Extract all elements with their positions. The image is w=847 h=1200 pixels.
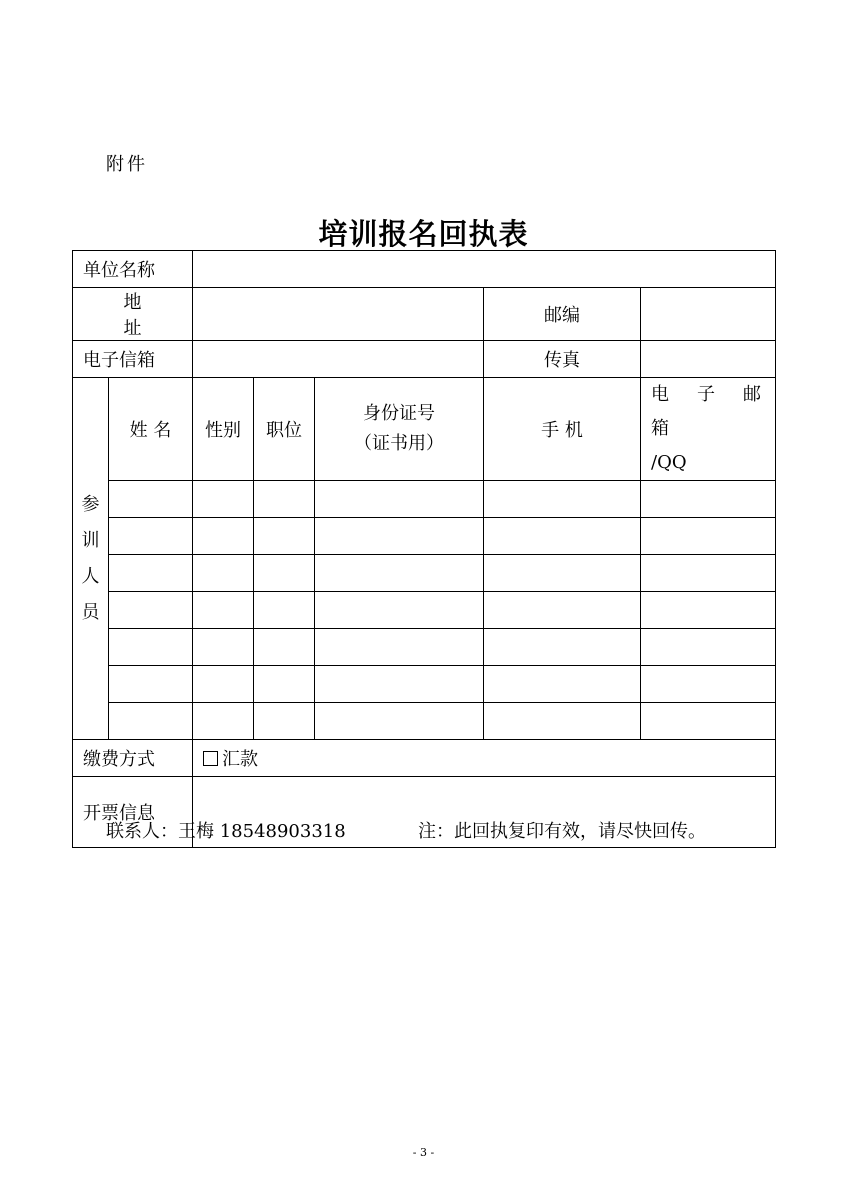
header-email-qq [641,378,776,481]
cell[interactable] [109,555,193,592]
remittance-option-label: 汇款 [222,749,258,770]
trainee-group-char: 训 [81,529,100,551]
address-field[interactable] [193,288,484,341]
trainee-row [73,703,776,740]
trainee-row [73,666,776,703]
header-id-number [315,378,484,481]
cell[interactable] [193,592,254,629]
registration-form-table [72,250,776,848]
email-box-field[interactable] [193,341,484,378]
cell[interactable] [193,703,254,740]
header-email-qq-line2: /QQ [651,452,687,473]
cell[interactable] [641,481,776,518]
trainee-row [73,518,776,555]
trainee-row [73,555,776,592]
cell[interactable] [254,666,315,703]
invoice-label: 开票信息 [73,777,193,848]
cell[interactable] [315,666,484,703]
cell[interactable] [315,481,484,518]
cell[interactable] [193,555,254,592]
address-row [73,288,776,341]
unit-name-label: 单位名称 [73,251,193,288]
cell[interactable] [315,518,484,555]
cell[interactable] [641,518,776,555]
fax-label: 传真 [484,341,641,378]
cell[interactable] [641,592,776,629]
trainee-group-label [73,378,109,740]
header-mobile: 手 机 [484,378,641,481]
trainee-group-char: 参 [81,493,100,515]
cell[interactable] [109,629,193,666]
cell[interactable] [641,629,776,666]
header-position: 职位 [254,378,315,481]
copy-note: 注：此回执复印有效，请尽快回传。 [418,821,706,842]
cell[interactable] [193,666,254,703]
cell[interactable] [484,666,641,703]
form-title: 培训报名回执表 [318,217,529,251]
cell[interactable] [641,666,776,703]
cell[interactable] [109,518,193,555]
cell[interactable] [315,629,484,666]
trainee-row [73,592,776,629]
cell[interactable] [254,592,315,629]
cell[interactable] [254,703,315,740]
header-gender: 性别 [193,378,254,481]
payment-options [193,740,776,777]
cell[interactable] [254,629,315,666]
cell[interactable] [484,518,641,555]
payment-row [73,740,776,777]
postcode-label: 邮编 [484,288,641,341]
cell[interactable] [109,592,193,629]
payment-label: 缴费方式 [73,740,193,777]
trainee-row [73,629,776,666]
cell[interactable] [641,555,776,592]
cell[interactable] [641,703,776,740]
header-id-number-line2: （证书用） [354,433,444,454]
unit-name-row [73,251,776,288]
cell[interactable] [193,481,254,518]
cell[interactable] [315,592,484,629]
cell[interactable] [254,555,315,592]
contact-info: 联系人：王梅 18548903318 [106,821,346,842]
cell[interactable] [193,629,254,666]
cell[interactable] [484,555,641,592]
fax-field[interactable] [641,341,776,378]
page-number: - 3 - [412,1146,435,1159]
header-id-number-line1: 身份证号 [363,403,435,424]
attachment-label: 附件 [106,154,148,175]
cell[interactable] [484,481,641,518]
trainee-group-char: 人 [81,565,100,587]
cell[interactable] [484,592,641,629]
trainee-header-row [73,378,776,481]
cell[interactable] [254,481,315,518]
cell[interactable] [484,629,641,666]
postcode-field[interactable] [641,288,776,341]
cell[interactable] [484,703,641,740]
cell[interactable] [109,703,193,740]
email-box-label: 电子信箱 [73,341,193,378]
trainee-group-char: 员 [81,601,100,623]
cell[interactable] [254,518,315,555]
remittance-checkbox[interactable] [203,751,218,766]
cell[interactable] [315,555,484,592]
address-label: 地 址 [73,288,193,341]
trainee-row [73,481,776,518]
header-email-qq-line1: 电 子 邮 箱 [651,384,766,439]
unit-name-field[interactable] [193,251,776,288]
header-name: 姓 名 [109,378,193,481]
cell[interactable] [315,703,484,740]
cell[interactable] [109,481,193,518]
cell[interactable] [109,666,193,703]
email-box-row [73,341,776,378]
cell[interactable] [193,518,254,555]
